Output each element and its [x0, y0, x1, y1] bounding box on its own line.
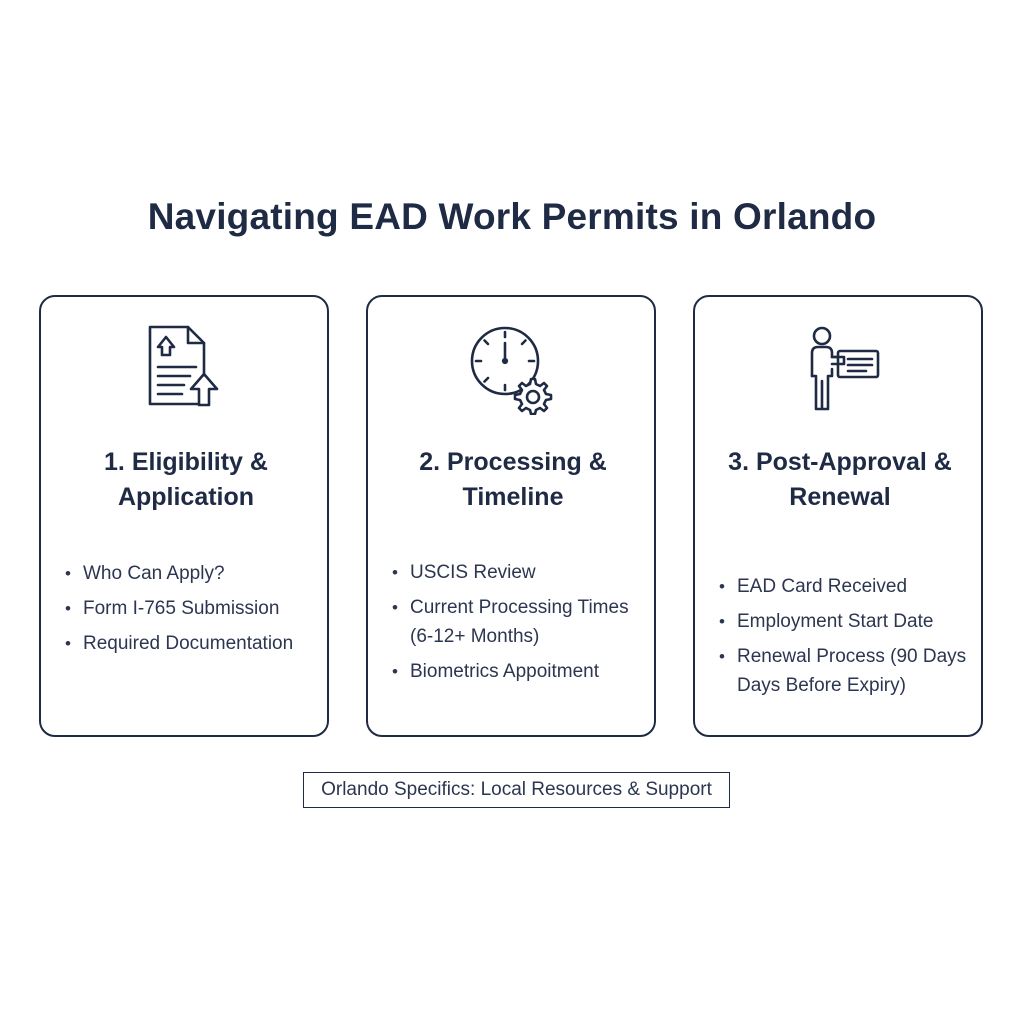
- document-upload-icon: [41, 323, 327, 415]
- card-heading: 1. Eligibility & Application: [104, 448, 268, 511]
- clock-gear-icon: [368, 323, 654, 415]
- card-post-approval: [693, 295, 983, 737]
- card-list: [63, 559, 317, 664]
- list-item: • Renewal Process (90 Days Days Before Expiry): [717, 642, 971, 700]
- list-item: • Required Documentation: [63, 629, 317, 658]
- card-list: [717, 572, 971, 706]
- list-item: • Form I-765 Submission: [63, 594, 317, 623]
- list-item: • Biometrics Appoitment: [390, 657, 644, 686]
- page-title: Navigating EAD Work Permits in Orlando: [147, 196, 877, 237]
- list-item: • Current Processing Times (6-12+ Months): [390, 593, 644, 651]
- card-list: [390, 558, 644, 692]
- card-eligibility: [39, 295, 329, 737]
- list-item: • EAD Card Received: [717, 572, 971, 601]
- card-heading: 3. Post-Approval & Renewal: [728, 448, 952, 511]
- list-item: • Who Can Apply?: [63, 559, 317, 588]
- list-item: • Employment Start Date: [717, 607, 971, 636]
- card-heading: 2. Processing & Timeline: [419, 448, 607, 511]
- person-card-icon: [695, 323, 981, 415]
- card-processing: [366, 295, 656, 737]
- list-item: • USCIS Review: [390, 558, 644, 587]
- footer-box: Orlando Specifics: Local Resources & Support: [303, 772, 730, 808]
